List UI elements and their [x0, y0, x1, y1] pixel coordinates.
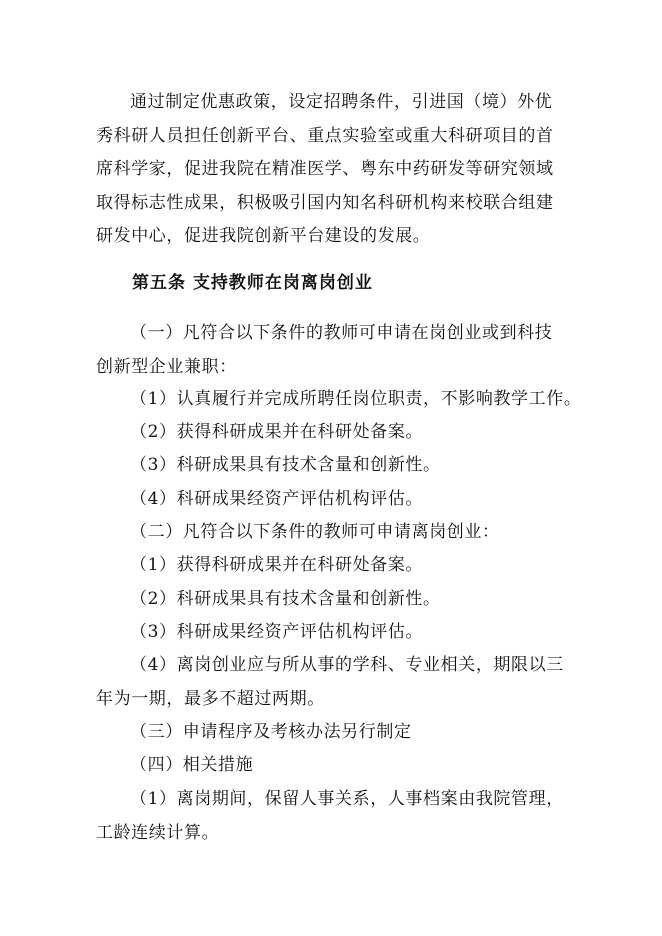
- item-4-measure-1: [96, 783, 576, 850]
- intro-line-4: 取得标志性成果，积极吸引国内知名科研机构来校联合组建: [96, 192, 554, 213]
- item-2-condition-3: （3）科研成果经资产评估机构评估。: [130, 622, 424, 642]
- item-3: （三）申请程序及考核办法另行制定: [130, 722, 412, 742]
- item-4: （四）相关措施: [130, 755, 254, 775]
- item-2-intro: （二）凡符合以下条件的教师可申请离岗创业：: [130, 522, 500, 542]
- item-1-condition-2: （2）获得科研成果并在科研处备案。: [130, 422, 424, 442]
- item-2-condition-2: （2）科研成果具有技术含量和创新性。: [130, 589, 441, 609]
- item-4-measure-1-line-2: 工龄连续计算。: [96, 822, 220, 843]
- item-1-intro-line-2: 创新型企业兼职：: [96, 356, 237, 377]
- intro-line-2: 秀科研人员担任创新平台、重点实验室或重大科研项目的首: [96, 125, 554, 146]
- article-heading: 第五条 支持教师在岗离岗创业: [132, 273, 373, 293]
- intro-line-5: 研发中心，促进我院创新平台建设的发展。: [96, 226, 431, 246]
- item-1-intro-line-1: （一）凡符合以下条件的教师可申请在岗创业或到科技: [130, 323, 553, 343]
- item-2-condition-4-line-2: 年为一期，最多不超过两期。: [96, 688, 325, 709]
- intro-line-1: 通过制定优惠政策，设定招聘条件，引进国（境）外优: [130, 92, 553, 112]
- intro-paragraph: [96, 86, 576, 254]
- item-2-condition-1: （1）获得科研成果并在科研处备案。: [130, 555, 424, 575]
- item-1-condition-4: （4）科研成果经资产评估机构评估。: [130, 489, 424, 509]
- item-2-condition-4: [96, 649, 576, 716]
- item-2-condition-4-line-1: （4）离岗创业应与所从事的学科、专业相关，期限以三: [130, 655, 564, 675]
- item-4-measure-1-line-1: （1）离岗期间，保留人事关系，人事档案由我院管理，: [130, 789, 564, 809]
- item-1-condition-1: （1）认真履行并完成所聘任岗位职责，不影响教学工作。: [130, 389, 582, 409]
- item-1-condition-3: （3）科研成果具有技术含量和创新性。: [130, 455, 441, 475]
- intro-line-3: 席科学家，促进我院在精准医学、粤东中药研发等研究领域: [96, 159, 554, 179]
- item-1-intro: [96, 317, 576, 384]
